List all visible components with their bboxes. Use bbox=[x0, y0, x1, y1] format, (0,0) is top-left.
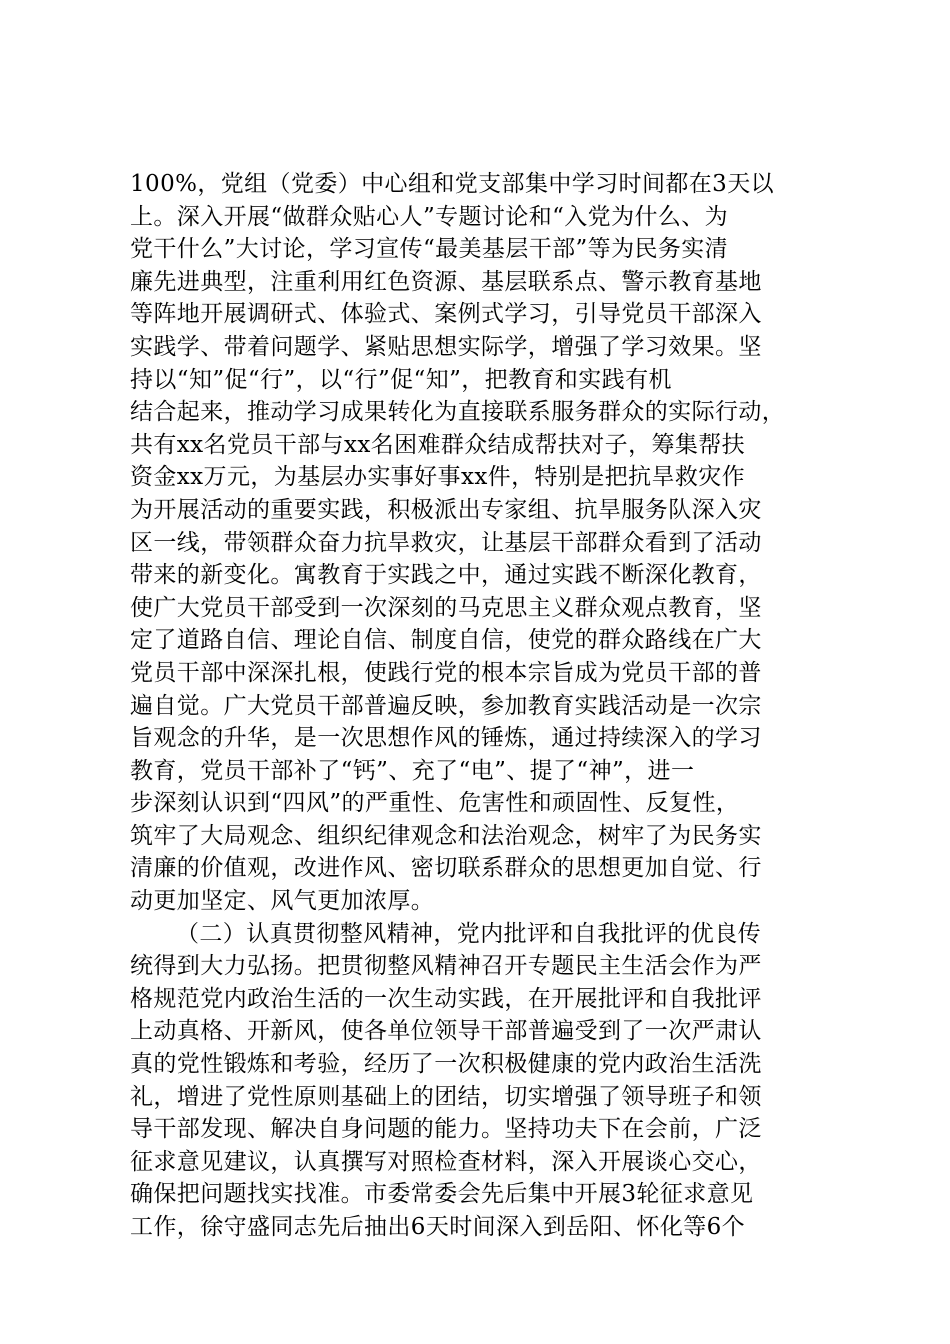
text-line: 工作，徐守盛同志先后抽出6天时间深入到岳阳、怀化等6个 bbox=[130, 1214, 746, 1240]
text-line: 资金xx万元，为基层办实事好事xx件，特别是把抗旱救灾作 bbox=[130, 464, 746, 491]
text-line: 区一线，带领群众奋力抗旱救灾，让基层干部群众看到了活动 bbox=[130, 529, 762, 556]
text-line: 筑牢了大局观念、组织纪律观念和法治观念，树牢了为民务实 bbox=[130, 822, 762, 849]
text-line: 100%，党组（党委）中心组和党支部集中学习时间都在3天以 bbox=[130, 171, 774, 197]
text-line: 礼，增进了党性原则基础上的团结，切实增强了领导班子和领 bbox=[130, 1083, 762, 1110]
text-line: 清廉的价值观，改进作风、密切联系群众的思想更加自觉、行 bbox=[130, 855, 762, 882]
text-line: 党员干部中深深扎根，使践行党的根本宗旨成为党员干部的普 bbox=[130, 659, 762, 686]
text-line: 真的党性锻炼和考验，经历了一次积极健康的党内政治生活洗 bbox=[130, 1051, 762, 1078]
text-line: 确保把问题找实找准。市委常委会先后集中开展3轮征求意见 bbox=[130, 1181, 754, 1208]
paragraph-2 bbox=[130, 918, 830, 1244]
text-line: 旨观念的升华，是一次思想作风的锤炼，通过持续深入的学习 bbox=[130, 725, 762, 752]
text-line: 使广大党员干部受到一次深刻的马克思主义群众观点教育，坚 bbox=[130, 594, 762, 621]
text-line: 上。深入开展“做群众贴心人”专题讨论和“入党为什么、为 bbox=[130, 203, 729, 230]
document-body bbox=[130, 168, 830, 1244]
text-line: 遍自觉。广大党员干部普遍反映，参加教育实践活动是一次宗 bbox=[130, 692, 762, 719]
text-line: 导干部发现、解决自身问题的能力。坚持功夫下在会前，广泛 bbox=[130, 1116, 762, 1143]
text-line: 带来的新变化。寓教育于实践之中，通过实践不断深化教育， bbox=[130, 562, 762, 589]
text-line: 征求意见建议，认真撰写对照检查材料，深入开展谈心交心， bbox=[130, 1148, 762, 1175]
text-line: 统得到大力弘扬。把贯彻整风精神召开专题民主生活会作为严 bbox=[130, 953, 762, 980]
text-line: 步深刻认识到“四风”的严重性、危害性和顽固性、反复性， bbox=[130, 790, 740, 817]
paragraph-1 bbox=[130, 168, 830, 918]
text-line: 为开展活动的重要实践，积极派出专家组、抗旱服务队深入灾 bbox=[130, 496, 762, 523]
text-line: （二）认真贯彻整风精神，党内批评和自我批评的优良传 bbox=[176, 920, 761, 947]
text-line: 等阵地开展调研式、体验式、案例式学习，引导党员干部深入 bbox=[130, 301, 762, 328]
text-line: 党干什么”大讨论，学习宣传“最美基层干部”等为民务实清 bbox=[130, 236, 729, 263]
text-line: 结合起来，推动学习成果转化为直接联系服务群众的实际行动， bbox=[130, 399, 786, 426]
text-line: 廉先进典型，注重利用红色资源、基层联系点、警示教育基地 bbox=[130, 268, 762, 295]
text-line: 实践学、带着问题学、紧贴思想实际学，增强了学习效果。坚 bbox=[130, 333, 762, 360]
text-line: 格规范党内政治生活的一次生动实践，在开展批评和自我批评 bbox=[130, 985, 762, 1012]
text-line: 定了道路自信、理论自信、制度自信，使党的群众路线在广大 bbox=[130, 627, 762, 654]
text-line: 持以“知”促“行”，以“行”促“知”，把教育和实践有机 bbox=[130, 366, 672, 393]
text-line: 共有xx名党员干部与xx名困难群众结成帮扶对子，筹集帮扶 bbox=[130, 431, 746, 458]
text-line: 动更加坚定、风气更加浓厚。 bbox=[130, 888, 435, 915]
text-line: 教育，党员干部补了“钙”、充了“电”、提了“神”，进一 bbox=[130, 757, 695, 784]
text-line: 上动真格、开新风，使各单位领导干部普遍受到了一次严肃认 bbox=[130, 1018, 762, 1045]
